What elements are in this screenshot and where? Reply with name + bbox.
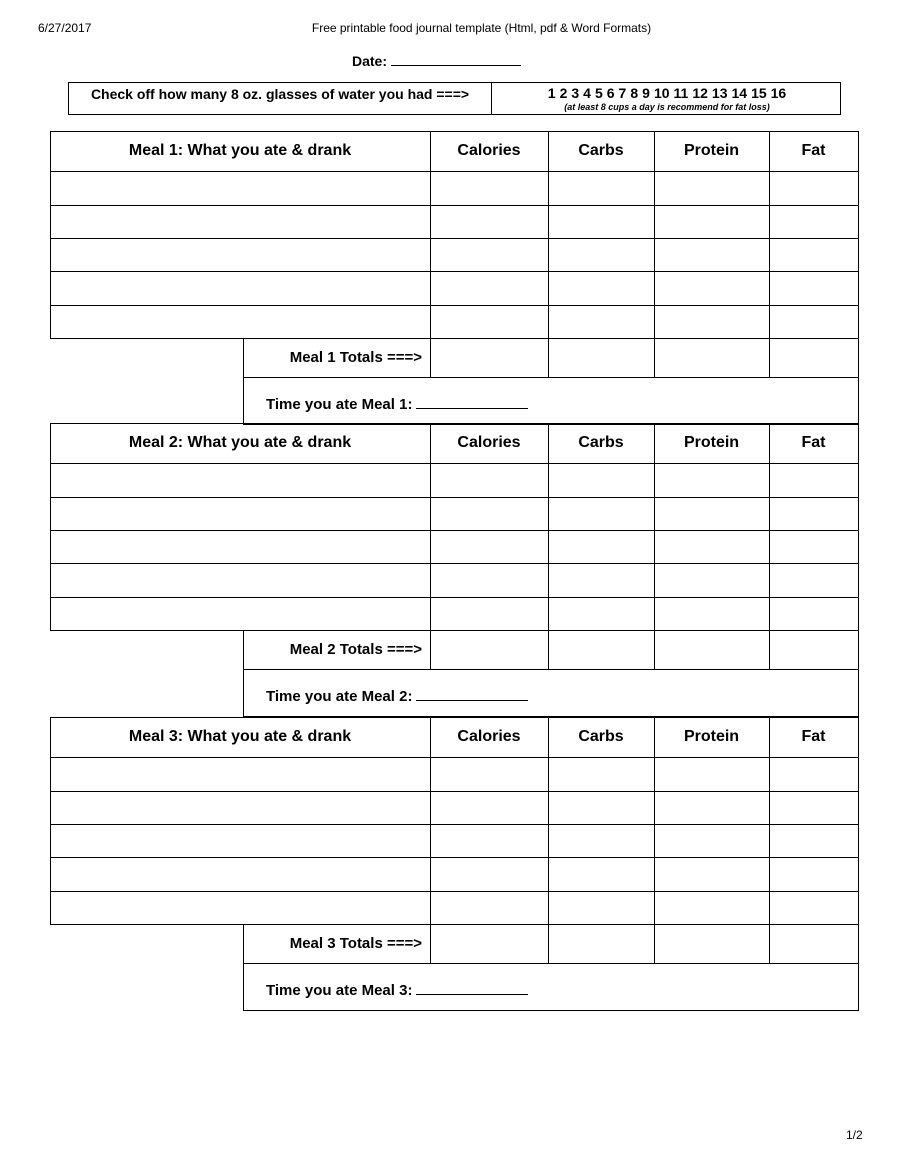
nutrient-entry-cell[interactable] [431,172,548,205]
food-entry-cell[interactable] [51,272,430,305]
totals-entry-cell[interactable] [655,925,769,963]
column-header-protein: Protein [683,142,740,159]
table-rule [858,717,859,1011]
date-blank-line[interactable] [391,50,521,66]
nutrient-entry-cell[interactable] [770,825,858,857]
food-entry-cell[interactable] [51,792,430,824]
water-glass-11[interactable]: 11 [673,85,689,101]
meal-time-blank-line[interactable] [416,686,528,701]
nutrient-entry-cell[interactable] [655,892,769,924]
nutrient-entry-cell[interactable] [655,758,769,791]
water-glass-16[interactable]: 16 [770,85,787,101]
nutrient-entry-cell[interactable] [549,498,654,530]
food-entry-cell[interactable] [51,858,430,891]
print-date: 6/27/2017 [38,21,92,35]
water-glass-2[interactable]: 2 [559,85,568,101]
nutrient-entry-cell[interactable] [549,206,654,238]
nutrient-entry-cell[interactable] [770,858,858,891]
table-rule [858,131,859,425]
water-glass-1[interactable]: 1 [547,85,556,101]
nutrient-entry-cell[interactable] [549,858,654,891]
document-title: Free printable food journal template (Html, pdf & Word Formats) [311,21,652,35]
nutrient-entry-cell[interactable] [770,498,858,530]
nutrient-entry-cell[interactable] [431,272,548,305]
totals-entry-cell[interactable] [431,339,548,377]
nutrient-entry-cell[interactable] [770,564,858,597]
nutrient-entry-cell[interactable] [431,792,548,824]
column-header-fat: Fat [801,434,826,451]
column-header-carbs: Carbs [578,142,624,159]
totals-entry-cell[interactable] [549,631,654,669]
food-entry-cell[interactable] [51,172,430,205]
food-entry-cell[interactable] [51,306,430,338]
nutrient-entry-cell[interactable] [655,172,769,205]
nutrient-entry-cell[interactable] [655,239,769,271]
nutrient-entry-cell[interactable] [549,272,654,305]
meal-heading: Meal 1: What you ate & drank [128,142,352,159]
water-glass-5[interactable]: 5 [594,85,603,101]
nutrient-entry-cell[interactable] [431,598,548,630]
water-glass-6[interactable]: 6 [606,85,615,101]
nutrient-entry-cell[interactable] [549,564,654,597]
meal-2-table [50,423,859,717]
nutrient-entry-cell[interactable] [655,792,769,824]
nutrient-entry-cell[interactable] [770,306,858,338]
nutrient-entry-cell[interactable] [770,531,858,563]
nutrient-entry-cell[interactable] [431,858,548,891]
column-header-calories: Calories [457,728,521,745]
meal-totals-label: Meal 2 Totals ===> [289,641,422,658]
column-header-fat: Fat [801,728,826,745]
water-glass-14[interactable]: 14 [731,85,748,101]
nutrient-entry-cell[interactable] [655,306,769,338]
food-entry-cell[interactable] [51,498,430,530]
nutrient-entry-cell[interactable] [549,792,654,824]
nutrient-entry-cell[interactable] [431,306,548,338]
nutrient-entry-cell[interactable] [655,564,769,597]
nutrient-entry-cell[interactable] [655,498,769,530]
date-field [352,50,521,71]
food-entry-cell[interactable] [51,758,430,791]
meal-totals-label: Meal 1 Totals ===> [289,349,422,366]
nutrient-entry-cell[interactable] [655,858,769,891]
totals-entry-cell[interactable] [770,925,858,963]
totals-entry-cell[interactable] [770,631,858,669]
table-rule [243,1010,859,1011]
nutrient-entry-cell[interactable] [770,892,858,924]
nutrient-entry-cell[interactable] [431,758,548,791]
food-entry-cell[interactable] [51,464,430,497]
nutrient-entry-cell[interactable] [549,892,654,924]
column-header-carbs: Carbs [578,434,624,451]
nutrient-entry-cell[interactable] [549,239,654,271]
nutrient-entry-cell[interactable] [549,598,654,630]
nutrient-entry-cell[interactable] [655,531,769,563]
nutrient-entry-cell[interactable] [431,239,548,271]
water-glass-7[interactable]: 7 [618,85,627,101]
totals-entry-cell[interactable] [549,339,654,377]
totals-entry-cell[interactable] [655,631,769,669]
water-glass-3[interactable]: 3 [571,85,580,101]
meal-time-blank-line[interactable] [416,980,528,995]
totals-entry-cell[interactable] [655,339,769,377]
water-tracker [68,82,841,115]
nutrient-entry-cell[interactable] [655,825,769,857]
nutrient-entry-cell[interactable] [431,498,548,530]
nutrient-entry-cell[interactable] [431,464,548,497]
food-entry-cell[interactable] [51,239,430,271]
table-rule [858,423,859,717]
water-glass-4[interactable]: 4 [583,85,591,101]
page-number: 1/2 [846,1128,863,1142]
totals-entry-cell[interactable] [431,925,548,963]
meal-time-label: Time you ate Meal 2: [266,688,413,705]
meal-1-table [50,131,859,425]
meal-3-table [50,717,859,1011]
meal-time-blank-line[interactable] [416,394,528,409]
nutrient-entry-cell[interactable] [770,206,858,238]
nutrient-entry-cell[interactable] [549,464,654,497]
water-glass-8[interactable]: 8 [630,85,639,101]
totals-entry-cell[interactable] [431,631,548,669]
water-glass-10[interactable]: 10 [653,85,670,101]
meal-time-field [266,377,528,424]
nutrient-entry-cell[interactable] [655,464,769,497]
meal-time-label: Time you ate Meal 3: [266,982,413,999]
nutrient-entry-cell[interactable] [770,598,858,630]
meal-heading: Meal 3: What you ate & drank [128,728,352,745]
nutrient-entry-cell[interactable] [431,892,548,924]
nutrient-entry-cell[interactable] [655,598,769,630]
nutrient-entry-cell[interactable] [655,206,769,238]
water-label: Check off how many 8 oz. glasses of water you had ===> [69,83,492,114]
nutrient-entry-cell[interactable] [770,172,858,205]
column-header-carbs: Carbs [578,728,624,745]
nutrient-entry-cell[interactable] [549,825,654,857]
food-entry-cell[interactable] [51,892,430,924]
nutrient-entry-cell[interactable] [770,239,858,271]
meal-time-field [266,963,528,1010]
nutrient-entry-cell[interactable] [770,272,858,305]
column-header-calories: Calories [457,142,521,159]
column-header-fat: Fat [801,142,826,159]
nutrient-entry-cell[interactable] [431,206,548,238]
water-glass-15[interactable]: 15 [751,85,767,101]
meal-heading: Meal 2: What you ate & drank [128,434,352,451]
nutrient-entry-cell[interactable] [431,531,548,563]
column-header-calories: Calories [457,434,521,451]
date-label: Date: [352,53,388,69]
food-entry-cell[interactable] [51,598,430,630]
food-entry-cell[interactable] [51,531,430,563]
nutrient-entry-cell[interactable] [549,306,654,338]
meal-time-label: Time you ate Meal 1: [266,396,413,413]
nutrient-entry-cell[interactable] [770,792,858,824]
food-entry-cell[interactable] [51,206,430,238]
nutrient-entry-cell[interactable] [770,464,858,497]
water-glass-9[interactable]: 9 [642,85,650,101]
nutrient-entry-cell[interactable] [431,825,548,857]
food-entry-cell[interactable] [51,825,430,857]
nutrient-entry-cell[interactable] [549,758,654,791]
nutrient-entry-cell[interactable] [549,531,654,563]
totals-entry-cell[interactable] [770,339,858,377]
totals-entry-cell[interactable] [549,925,654,963]
meal-totals-label: Meal 3 Totals ===> [289,935,422,952]
column-header-protein: Protein [683,728,740,745]
food-entry-cell[interactable] [51,564,430,597]
water-glass-numbers [493,84,841,102]
column-header-protein: Protein [683,434,740,451]
water-note: (at least 8 cups a day is recommend for fat loss) [564,102,770,112]
nutrient-entry-cell[interactable] [770,758,858,791]
nutrient-entry-cell[interactable] [431,564,548,597]
water-glass-13[interactable]: 13 [711,85,728,101]
water-glass-12[interactable]: 12 [692,85,708,101]
meal-time-field [266,669,528,716]
nutrient-entry-cell[interactable] [549,172,654,205]
nutrient-entry-cell[interactable] [655,272,769,305]
